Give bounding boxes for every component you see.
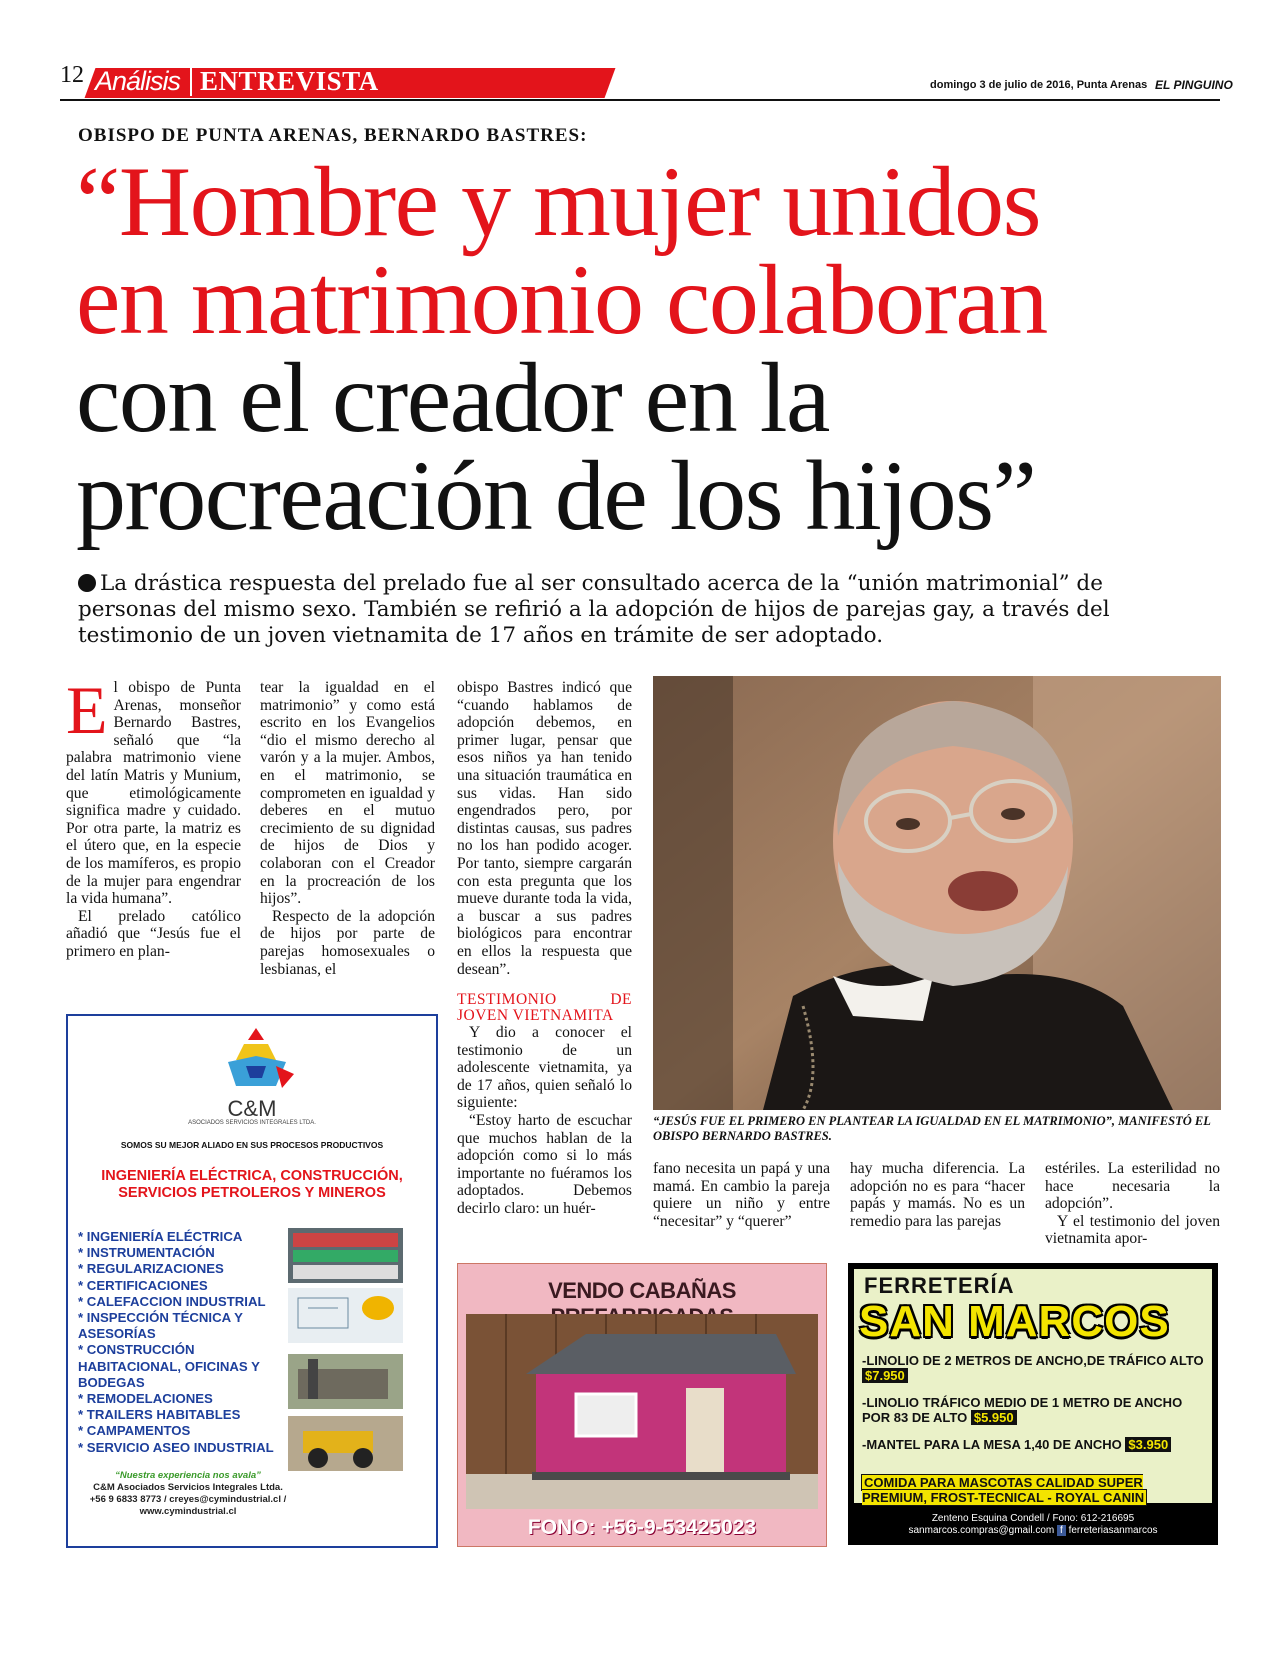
col3-paragraph-2: Y dio a conocer el testimonio de un adolescente vietnamita, ya de 17 años, quien señaló lo siguiente: [457,1024,632,1112]
ferreteria-item-1 [862,1353,1207,1383]
ferreteria-footer [848,1513,1218,1537]
item-2-price: $5.950 [971,1410,1017,1425]
mining-truck-photo [288,1416,403,1471]
ferreteria-item-2 [862,1395,1207,1425]
facebook-icon: f [1057,1525,1066,1536]
ferreteria-name: SAN MARCOS [859,1297,1170,1346]
section-script: Análisis [95,66,181,96]
dateline: domingo 3 de julio de 2016, Punta Arenas [930,79,1148,91]
item-1-text: -LINOLIO DE 2 METROS DE ANCHO,DE TRÁFICO ALTO [862,1353,1204,1368]
body-column-3 [457,679,632,1218]
lead-text: La drástica respuesta del prelado fue al ser consultado acerca de la “unión matrimonial” de personas del mismo sexo. También se refirió a la adopción de hijos de parejas gay, a través del testimonio de un joven vietnamita de 17 años en trámite de ser adoptado. [78,571,1110,648]
cym-services-list [78,1229,283,1456]
ferreteria-facebook: ferreteriasanmarcos [1068,1525,1158,1536]
item-2-text: -LINOLIO TRÁFICO MEDIO DE 1 METRO DE ANCHO POR 83 DE ALTO [862,1395,1183,1425]
blueprint-photo [288,1288,403,1343]
cym-footer [68,1470,308,1518]
headline [76,146,1226,551]
section-name: ENTREVISTA [190,66,379,96]
item-1-price: $7.950 [862,1368,908,1383]
page-number: 12 [60,62,84,88]
list-item: * INGENIERÍA ELÉCTRICA [78,1229,243,1244]
col3-paragraph-3: “Estoy harto de escuchar que muchos hablan de la adopción como si lo más importante no fuéramos los adoptados. Debemos decirlo claro: un huér- [457,1112,632,1218]
col2-paragraph-2: Respecto de la adopción de hijos por parte de parejas homosexuales o lesbianas, el [260,907,435,978]
newspaper-brand: EL PINGUINO [1155,78,1233,92]
col1-paragraph-2: El prelado católico añadió que “Jesús fue el primero en plan- [66,907,241,960]
col5-paragraph-1: hay mucha diferencia. La adopción no es para “hacer papás y mamás. No es un remedio para las parejas [850,1160,1025,1230]
list-item: * CERTIFICACIONES [78,1277,208,1293]
cym-website: www.cymindustrial.cl [139,1506,237,1517]
electrical-panel-photo [288,1228,403,1283]
cym-logo-sub [68,1120,436,1126]
section-subhead: TESTIMONIO DE JOVEN VIETNAMITA [457,991,632,1025]
ferreteria-address: Zenteno Esquina Condell / Fono: 612-216695 [931,1513,1135,1524]
cym-contact: +56 9 6833 8773 / creyes@cymindustrial.cl / [89,1494,287,1505]
lead-paragraph [78,571,1208,649]
body-column-4 [653,1160,830,1230]
list-item: * SERVICIO ASEO INDUSTRIAL [78,1439,274,1455]
body-column-1 [66,672,241,961]
bullet-icon [78,574,96,592]
cabin-illustration [466,1314,818,1509]
headline-line-1: “Hombre y mujer unidos [76,146,1041,257]
cym-title: INGENIERÍA ELÉCTRICA, CONSTRUCCIÓN, SERVICIOS PETROLEROS Y MINEROS [101,1168,403,1201]
col6-paragraph-1: estériles. La esterilidad no hace necesaria la adopción”. [1045,1160,1220,1213]
list-item: * TRAILERS HABITABLES [78,1407,241,1423]
body-column-5 [850,1160,1025,1230]
cabanas-title: VENDO CABAÑAS [548,1278,736,1303]
photo-caption: “JESÚS FUE EL PRIMERO EN PLANTEAR LA IGUALDAD EN EL MATRIMONIO”, MANIFESTÓ EL OBISPO BERNARDO BASTRES. [653,1114,1211,1143]
list-item: * CONSTRUCCIÓN HABITACIONAL, OFICINAS Y BODEGAS [78,1342,260,1390]
header-rule [60,99,1220,101]
cabin-photo [466,1314,818,1509]
ferreteria-panel [854,1269,1212,1503]
col1-paragraph-1: l obispo de Punta Arenas, monseñor Bernardo Bastres, señaló que “la palabra matrimonio viene del latín Matris y Munium, que etimológicamente significa madre y cuidado. Por otra parte, la matriz es el útero que, en la especie de los mamíferos, es propio de la mujer para engendrar la vida humana”. [66,679,241,908]
section-label [95,66,379,97]
ferreteria-label: FERRETERÍA [864,1273,1015,1298]
item-3-price: $3.950 [1125,1437,1171,1452]
ferreteria-item-4 [862,1475,1207,1505]
cym-quote: “Nuestra experiencia nos avala” [115,1470,261,1481]
list-item: * REMODELACIONES [78,1391,213,1407]
article-kicker: OBISPO DE PUNTA ARENAS, BERNARDO BASTRES: [78,125,588,146]
cym-logo-sub-2: SERVICIOS INTEGRALES LTDA. [225,1120,316,1126]
ad-cabanas [457,1263,827,1547]
headline-line-4: procreación de los hijos” [76,440,1036,551]
ferreteria-email: sanmarcos.compras@gmail.com [908,1525,1055,1536]
construction-photo [288,1354,403,1409]
body-column-6 [1045,1160,1220,1248]
cym-company: C&M Asociados Servicios Integrales Ltda. [93,1482,283,1493]
body-column-2 [260,679,435,978]
headline-line-3: con el creador en la [76,342,829,453]
item-3-text: -MANTEL PARA LA MESA 1,40 DE ANCHO [862,1437,1122,1452]
drop-cap: E [66,672,108,748]
col3-paragraph-1: obispo Bastres indicó que “cuando hablamos de adopción debemos, en primer lugar, pensar que esos niños ya han tenido una situación traumática en sus vidas. Han sido engendrados pero, por distintas causas, sus padres no los han podido acoger. Por tanto, siempre cargarán con esta pregunta que los mueve durante toda la vida, a buscar a sus padres biológicos para encontrar en ellos la respuesta que desean”. [457,679,632,978]
list-item: * REGULARIZACIONES [78,1261,224,1277]
headline-line-2: en matrimonio colaboran [76,244,1047,355]
ad-cym-asociados [66,1014,438,1548]
list-item: * INSPECCIÓN TÉCNICA Y ASESORÍAS [78,1310,243,1342]
bishop-portrait [653,676,1221,1110]
item-4-text: COMIDA PARA MASCOTAS CALIDAD SUPER PREMIUM, FROST-TECNICAL - ROYAL CANIN [862,1475,1145,1505]
ferreteria-item-3 [862,1437,1207,1452]
ferreteria-contact [848,1525,1218,1537]
col6-paragraph-2: Y el testimonio del joven vietnamita apor- [1045,1212,1220,1248]
cym-logo-text: C&M [227,1096,277,1121]
cym-slogan: SOMOS SU MEJOR ALIADO EN SUS PROCESOS PRODUCTIVOS [120,1140,384,1150]
cabanas-phone: FONO: +56-9-53425023 [527,1516,757,1539]
cym-logo-icon [216,1026,296,1096]
list-item: * CALEFACCION INDUSTRIAL [78,1293,266,1309]
ad-ferreteria-san-marcos [848,1263,1218,1545]
col2-paragraph-1: tear la igualdad en el matrimonio” y como está escrito en los Evangelios “dio el mismo derecho al varón y a la mujer. Ambos, en el matrimonio, se comprometen en igualdad y deberes en el mutuo crecimiento de su dignidad de hijos de Dios y colaboran con el Creador en la procreación de los hijos”. [260,679,435,908]
list-item: * INSTRUMENTACIÓN [78,1245,215,1261]
list-item: * CAMPAMENTOS [78,1423,191,1439]
bishop-photo [653,676,1221,1110]
cym-logo-sub-1: ASOCIADOS [188,1120,224,1126]
col4-paragraph-1: fano necesita un papá y una mamá. En cambio la pareja quiere un niño y entre “necesitar” y “querer” [653,1160,830,1230]
